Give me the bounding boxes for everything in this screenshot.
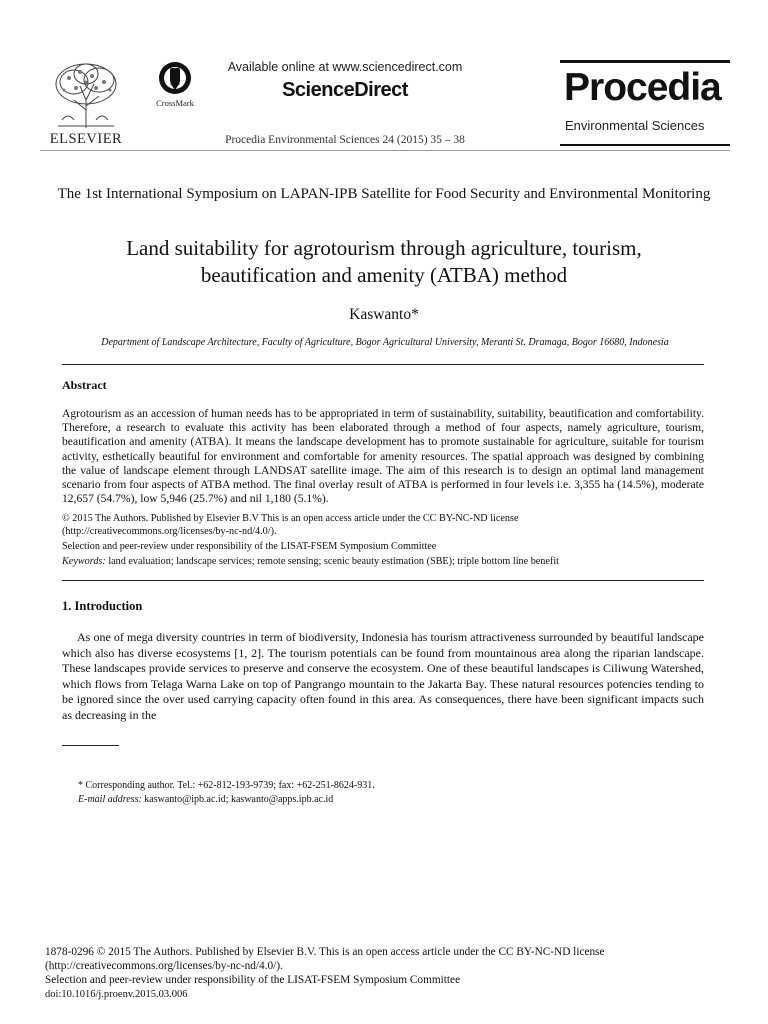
journal-reference: Procedia Environmental Sciences 24 (2015) 35 – 38: [225, 134, 465, 146]
conference-title: The 1st International Symposium on LAPAN-IPB Satellite for Food Security and Environmental Monitoring: [57, 186, 711, 202]
footer-doi[interactable]: doi:10.1016/j.proenv.2015.03.006: [45, 989, 188, 1000]
crossmark-icon: [150, 60, 200, 98]
procedia-subtitle: Environmental Sciences: [565, 118, 705, 133]
corresponding-author-note: * Corresponding author. Tel.: +62-812-193-9739; fax: +62-251-8624-931.: [78, 780, 375, 791]
crossmark-badge[interactable]: [150, 60, 200, 112]
elsevier-logo: [40, 60, 132, 146]
keywords-list: land evaluation; landscape services; remote sensing; scenic beauty estimation (SBE); triple bottom line benefit: [108, 556, 559, 567]
introduction-heading: 1. Introduction: [62, 599, 143, 613]
author-affiliation: Department of Landscape Architecture, Faculty of Agriculture, Bogor Agricultural University, Meranti St. Dramaga, Bogor 16680, Indonesia: [101, 337, 669, 348]
author-name[interactable]: Kaswanto*: [349, 306, 419, 323]
abstract-bottom-rule: [62, 580, 704, 581]
article-title-line-1: Land suitability for agrotourism through agriculture, tourism,: [126, 236, 642, 260]
footer-issn: 1878-0296 © 2015 The Authors. Published by Elsevier B.V. This is an open access article under the CC BY-NC-ND license: [45, 946, 605, 958]
abstract-body: Agrotourism as an accession of human needs has to be appropriated in term of sustainability, suitability, beautification and comfortability. Therefore, a research to evaluate this activity has been elaborated through a method of four aspects, namely agriculture, tourism, beautification and amenity (ATBA). It means the landscape development has to promote sustainable for agriculture, suitable for tourism activity, esthetically beautiful for environment and comfortable for amenity resources. The spatial approach was designed by combining the value of landscape element through LANDSAT satellite image. The aim of this research is to design an optimal land management scenario from four aspects of ATBA method. The final overlay result of ATBA is performed in four levels i.e. 3,355 ha (14.5%), moderate 12,657 (54.7%), low 5,946 (25.7%) and nil 1,180 (5.1%).: [62, 407, 704, 506]
procedia-logo: [560, 60, 730, 146]
footer-license-link[interactable]: (http://creativecommons.org/licenses/by-nc-nd/4.0/).: [45, 960, 283, 972]
procedia-wordmark: Procedia: [564, 66, 721, 109]
article-title: [50, 235, 718, 289]
email-label: E-mail address:: [78, 794, 142, 805]
abstract-license-link[interactable]: (http://creativecommons.org/licenses/by-nc-nd/4.0/).: [62, 526, 277, 537]
procedia-bottom-rule: [560, 144, 730, 146]
elsevier-wordmark: ELSEVIER: [49, 131, 123, 147]
email-note: [78, 793, 333, 806]
keywords-label: Keywords:: [62, 556, 106, 567]
abstract-peer-review: Selection and peer-review under responsibility of the LISAT-FSEM Symposium Committee: [62, 541, 437, 552]
footnote-rule: [62, 745, 119, 746]
abstract-copyright-line-1: © 2015 The Authors. Published by Elsevier B.V This is an open access article under the CC BY-NC-ND license: [62, 513, 519, 524]
sciencedirect-logo: ScienceDirect: [282, 79, 408, 101]
header-divider: [40, 150, 730, 151]
procedia-top-rule: [560, 60, 730, 63]
abstract-top-rule: [62, 364, 704, 365]
introduction-body: As one of mega diversity countries in term of biodiversity, Indonesia has tourism attractiveness surrounded by beautiful landscape which also has diverse ecosystems [1, 2]. The tourism potentials can be found from mountainous area along the riparian landscape. These landscapes provide services to preserve and conserve the ecosystem. One of these beautiful landscapes is Ciliwung Watershed, which flows from Telaga Warna Lake on top of Pangrango mountain to the Jakarta Bay. These natural resources potencies tending to be ignored since the over used carrying capacity often found in this area. As consequences, there have been significant impacts such as decreasing in the: [62, 630, 704, 722]
crossmark-label: CrossMark: [156, 98, 194, 108]
email-addresses[interactable]: kaswanto@ipb.ac.id; kaswanto@apps.ipb.ac.id: [144, 794, 334, 805]
keywords: [62, 555, 704, 569]
article-title-line-2: beautification and amenity (ATBA) method: [200, 263, 568, 287]
abstract-heading: Abstract: [62, 378, 107, 392]
footer-peer-review: Selection and peer-review under responsibility of the LISAT-FSEM Symposium Committee: [45, 974, 461, 986]
elsevier-tree-icon: [44, 60, 128, 130]
available-online-text[interactable]: Available online at www.sciencedirect.com: [227, 60, 463, 74]
